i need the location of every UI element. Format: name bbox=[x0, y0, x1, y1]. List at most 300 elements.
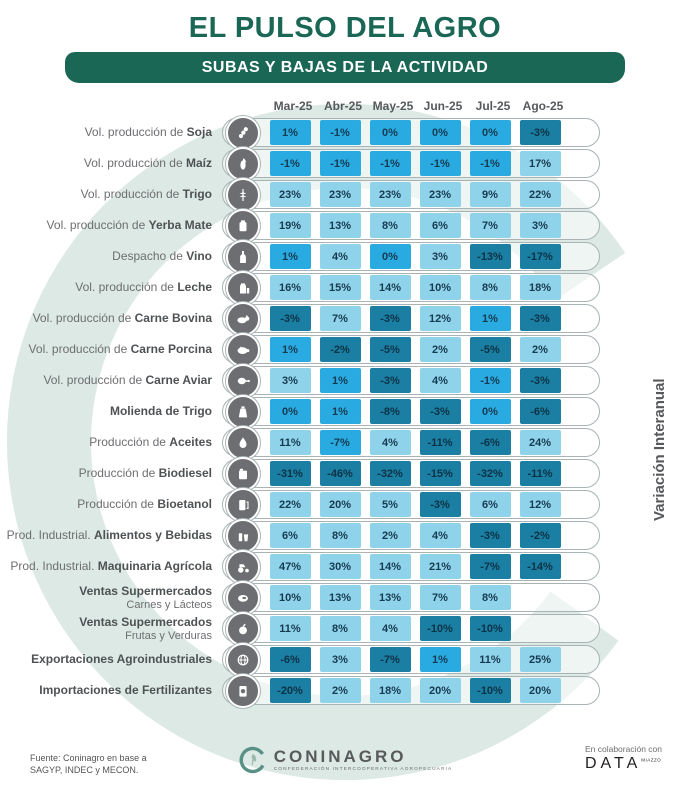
row-label bbox=[0, 496, 212, 513]
value-cell: 19% bbox=[270, 213, 311, 238]
value-cell: -1% bbox=[270, 151, 311, 176]
value-cell: 8% bbox=[320, 616, 361, 641]
value-cell: -2% bbox=[320, 337, 361, 362]
value-cell: 23% bbox=[420, 182, 461, 207]
cell-slot bbox=[265, 368, 315, 393]
cell-slot bbox=[515, 492, 565, 517]
table-row bbox=[0, 675, 690, 706]
cell-slot bbox=[365, 120, 415, 145]
value-cell: 0% bbox=[270, 399, 311, 424]
month-label: Jun-25 bbox=[423, 99, 463, 113]
table-row bbox=[0, 520, 690, 551]
cell-slot bbox=[365, 151, 415, 176]
cell-slot bbox=[265, 430, 315, 455]
row-pill bbox=[222, 614, 600, 643]
cell-slot bbox=[515, 399, 565, 424]
row-pill bbox=[222, 366, 600, 395]
cell-slot bbox=[365, 616, 415, 641]
value-cell: -32% bbox=[370, 461, 411, 486]
row-label-main: Carne Aviar bbox=[145, 373, 212, 388]
cell-slot bbox=[465, 244, 515, 269]
oil-icon bbox=[226, 426, 260, 460]
value-cell: -7% bbox=[470, 554, 511, 579]
value-cell: 7% bbox=[320, 306, 361, 331]
cell-slot bbox=[415, 182, 465, 207]
cell-slot bbox=[465, 554, 515, 579]
row-label bbox=[0, 583, 212, 611]
table-row bbox=[0, 303, 690, 334]
value-cell: -10% bbox=[470, 616, 511, 641]
cell-slot bbox=[315, 461, 365, 486]
value-cell: -1% bbox=[320, 120, 361, 145]
fertilizer-bag-icon bbox=[226, 674, 260, 708]
value-cell: -5% bbox=[370, 337, 411, 362]
value-cell: 3% bbox=[270, 368, 311, 393]
value-cell: 1% bbox=[320, 399, 361, 424]
cell-slot bbox=[415, 585, 465, 610]
value-cell: 1% bbox=[320, 368, 361, 393]
row-label-main: Molienda de Trigo bbox=[109, 404, 212, 419]
value-cell: 17% bbox=[520, 151, 561, 176]
cell-slot bbox=[415, 306, 465, 331]
pig-icon bbox=[226, 333, 260, 367]
row-label bbox=[0, 682, 212, 699]
value-cell: 4% bbox=[420, 368, 461, 393]
cell-slot bbox=[415, 368, 465, 393]
table-row bbox=[0, 210, 690, 241]
row-pill bbox=[222, 149, 600, 178]
value-cell: 4% bbox=[370, 616, 411, 641]
row-label-prefix: Vol. producción de bbox=[32, 311, 135, 326]
coninagro-c-icon bbox=[238, 745, 268, 775]
collaboration-block bbox=[585, 744, 662, 773]
cell-slot bbox=[515, 430, 565, 455]
cell-slot bbox=[465, 585, 515, 610]
coninagro-logo bbox=[238, 745, 453, 775]
cell-slot bbox=[315, 399, 365, 424]
value-cell: 11% bbox=[270, 616, 311, 641]
cell-slot bbox=[415, 151, 465, 176]
cell-slot bbox=[365, 430, 415, 455]
value-cell: -6% bbox=[270, 647, 311, 672]
value-cell: 7% bbox=[420, 585, 461, 610]
cell-slot bbox=[515, 523, 565, 548]
table-row bbox=[0, 272, 690, 303]
rows bbox=[0, 117, 690, 706]
cell-slot bbox=[315, 554, 365, 579]
row-label-sub: Frutas y Verduras bbox=[125, 630, 212, 643]
value-cell: -15% bbox=[420, 461, 461, 486]
cell-slot bbox=[415, 244, 465, 269]
value-cell: 16% bbox=[270, 275, 311, 300]
cell-slot bbox=[465, 492, 515, 517]
value-cell: -1% bbox=[420, 151, 461, 176]
value-cell: 13% bbox=[320, 213, 361, 238]
value-cell: 0% bbox=[370, 120, 411, 145]
y-axis-label: Variación Interanual bbox=[651, 378, 668, 522]
value-cell: 11% bbox=[270, 430, 311, 455]
cell-slot bbox=[365, 275, 415, 300]
row-pill bbox=[222, 304, 600, 333]
value-cell: -10% bbox=[470, 678, 511, 703]
row-label-prefix: Producción de bbox=[89, 435, 170, 450]
value-cell: 20% bbox=[520, 678, 561, 703]
row-label-main: Importaciones de Fertilizantes bbox=[39, 683, 212, 698]
row-label bbox=[0, 279, 212, 296]
value-cell: 23% bbox=[270, 182, 311, 207]
meat-dairy-icon bbox=[226, 581, 260, 615]
value-cell: 6% bbox=[420, 213, 461, 238]
subtitle-banner: SUBAS Y BAJAS DE LA ACTIVIDAD bbox=[65, 52, 625, 83]
value-cell: -11% bbox=[420, 430, 461, 455]
cell-slot bbox=[315, 275, 365, 300]
row-label-prefix: Vol. producción de bbox=[80, 187, 183, 202]
value-cell: 3% bbox=[420, 244, 461, 269]
row-pill bbox=[222, 521, 600, 550]
fuel-pump-icon bbox=[226, 488, 260, 522]
cell-slot bbox=[415, 647, 465, 672]
row-label-prefix: Producción de bbox=[77, 497, 158, 512]
value-cell: -14% bbox=[520, 554, 561, 579]
cell-slot bbox=[265, 182, 315, 207]
row-pill bbox=[222, 490, 600, 519]
value-cell: -3% bbox=[520, 368, 561, 393]
value-cell: 3% bbox=[520, 213, 561, 238]
cell-slot bbox=[365, 244, 415, 269]
cell-slot bbox=[515, 368, 565, 393]
cell-slot bbox=[415, 678, 465, 703]
value-cell: -7% bbox=[320, 430, 361, 455]
row-label-main: Carne Porcina bbox=[130, 342, 212, 357]
value-cell: -3% bbox=[420, 399, 461, 424]
table-row bbox=[0, 179, 690, 210]
value-cell: -1% bbox=[470, 368, 511, 393]
value-cell: -32% bbox=[470, 461, 511, 486]
table-row bbox=[0, 644, 690, 675]
value-cell: -13% bbox=[470, 244, 511, 269]
row-label bbox=[0, 217, 212, 234]
value-cell: 23% bbox=[320, 182, 361, 207]
value-cell: -1% bbox=[370, 151, 411, 176]
cell-slot bbox=[265, 554, 315, 579]
row-label-main: Biodiesel bbox=[158, 466, 212, 481]
row-label-prefix: Vol. producción de bbox=[28, 342, 131, 357]
value-cell: 2% bbox=[420, 337, 461, 362]
row-label bbox=[0, 341, 212, 358]
cell-slot bbox=[365, 213, 415, 238]
cell-slot bbox=[415, 554, 465, 579]
cell-slot bbox=[465, 151, 515, 176]
value-cell: 25% bbox=[520, 647, 561, 672]
milk-icon bbox=[226, 271, 260, 305]
row-label-main: Leche bbox=[177, 280, 212, 295]
row-pill bbox=[222, 676, 600, 705]
cow-icon bbox=[226, 302, 260, 336]
table-row bbox=[0, 241, 690, 272]
cell-slot bbox=[415, 461, 465, 486]
value-cell: 30% bbox=[320, 554, 361, 579]
table-row bbox=[0, 117, 690, 148]
value-cell: -1% bbox=[470, 151, 511, 176]
row-pill bbox=[222, 583, 600, 612]
value-cell: 47% bbox=[270, 554, 311, 579]
value-cell: 24% bbox=[520, 430, 561, 455]
source-note bbox=[30, 752, 190, 777]
footer bbox=[0, 729, 690, 789]
row-label-main: Soja bbox=[186, 125, 212, 140]
value-cell: 12% bbox=[420, 306, 461, 331]
collaboration-label: En colaboración con bbox=[584, 744, 662, 754]
row-label bbox=[0, 372, 212, 389]
row-label-prefix: Vol. producción de bbox=[43, 373, 146, 388]
cell-slot bbox=[415, 213, 465, 238]
month-label: Ago-25 bbox=[522, 99, 564, 113]
value-cell: -3% bbox=[520, 120, 561, 145]
row-label-main: Maquinaria Agrícola bbox=[97, 559, 212, 574]
cell-slot bbox=[365, 523, 415, 548]
cell-slot bbox=[265, 213, 315, 238]
value-cell: -3% bbox=[370, 368, 411, 393]
cell-slot bbox=[365, 337, 415, 362]
data-logo-suffix: MIAZZO bbox=[641, 757, 662, 763]
row-label-prefix: Producción de bbox=[78, 466, 159, 481]
value-cell: 7% bbox=[470, 213, 511, 238]
row-pill bbox=[222, 211, 600, 240]
cell-slot bbox=[465, 120, 515, 145]
cell-slot bbox=[465, 182, 515, 207]
value-cell: 15% bbox=[320, 275, 361, 300]
value-cell: 8% bbox=[470, 585, 511, 610]
row-label bbox=[0, 434, 212, 451]
value-cell: 3% bbox=[320, 647, 361, 672]
row-label-prefix: Despacho de bbox=[112, 249, 187, 264]
value-cell: 1% bbox=[270, 337, 311, 362]
cell-slot bbox=[465, 678, 515, 703]
cell-slot bbox=[315, 492, 365, 517]
row-label-main: Vino bbox=[186, 249, 212, 264]
cell-slot bbox=[465, 461, 515, 486]
month-label: May-25 bbox=[372, 99, 414, 113]
value-cell: 22% bbox=[270, 492, 311, 517]
row-label-prefix: Vol. producción de bbox=[46, 218, 149, 233]
cell-slot bbox=[265, 616, 315, 641]
value-cell: 9% bbox=[470, 182, 511, 207]
value-cell: -7% bbox=[370, 647, 411, 672]
food-beverage-icon bbox=[226, 519, 260, 553]
value-cell: 14% bbox=[370, 554, 411, 579]
value-cell: 6% bbox=[270, 523, 311, 548]
cell-slot bbox=[315, 213, 365, 238]
row-pill bbox=[222, 242, 600, 271]
cell-slot bbox=[315, 306, 365, 331]
cell-slot bbox=[515, 461, 565, 486]
value-cell: 21% bbox=[420, 554, 461, 579]
wine-bottle-icon bbox=[226, 240, 260, 274]
row-label-main: Bioetanol bbox=[157, 497, 212, 512]
yerba-mate-icon bbox=[226, 209, 260, 243]
row-pill bbox=[222, 397, 600, 426]
cell-slot bbox=[465, 213, 515, 238]
value-cell: -2% bbox=[520, 523, 561, 548]
fruit-icon bbox=[226, 612, 260, 646]
cell-slot bbox=[465, 616, 515, 641]
value-cell: 10% bbox=[420, 275, 461, 300]
table-row bbox=[0, 551, 690, 582]
wheat-icon bbox=[226, 178, 260, 212]
cell-slot bbox=[315, 151, 365, 176]
row-label-main: Ventas Supermercados bbox=[79, 584, 212, 599]
value-cell: 13% bbox=[370, 585, 411, 610]
cell-slot bbox=[465, 523, 515, 548]
value-cell: 0% bbox=[420, 120, 461, 145]
value-cell: -6% bbox=[520, 399, 561, 424]
cell-slot bbox=[465, 399, 515, 424]
row-label bbox=[0, 403, 212, 420]
row-pill bbox=[222, 645, 600, 674]
flour-sack-icon bbox=[226, 395, 260, 429]
value-cell: 22% bbox=[520, 182, 561, 207]
row-label bbox=[0, 651, 212, 668]
value-cell: -1% bbox=[320, 151, 361, 176]
cell-slot bbox=[315, 585, 365, 610]
row-label bbox=[0, 465, 212, 482]
cell-slot bbox=[415, 275, 465, 300]
cell-slot bbox=[265, 120, 315, 145]
cell-slot bbox=[415, 399, 465, 424]
table-row bbox=[0, 148, 690, 179]
value-cell: 8% bbox=[370, 213, 411, 238]
value-cell: 1% bbox=[270, 244, 311, 269]
cell-slot bbox=[365, 492, 415, 517]
row-label-prefix: Vol. producción de bbox=[84, 125, 187, 140]
cell-slot bbox=[315, 337, 365, 362]
cell-slot bbox=[315, 678, 365, 703]
cell-slot bbox=[515, 213, 565, 238]
row-pill bbox=[222, 459, 600, 488]
cell-slot bbox=[465, 306, 515, 331]
cell-slot bbox=[315, 120, 365, 145]
soybean-icon bbox=[226, 116, 260, 150]
cell-slot bbox=[465, 275, 515, 300]
cell-slot bbox=[265, 461, 315, 486]
cell-slot bbox=[365, 182, 415, 207]
coninagro-wordmark: CONINAGRO bbox=[273, 747, 407, 766]
value-cell: -17% bbox=[520, 244, 561, 269]
cell-slot bbox=[265, 523, 315, 548]
cell-slot bbox=[265, 585, 315, 610]
value-cell: -3% bbox=[520, 306, 561, 331]
value-cell: 10% bbox=[270, 585, 311, 610]
source-line2: SAGYP, INDEC y MECON. bbox=[30, 765, 139, 776]
month-header-row bbox=[268, 99, 690, 113]
row-label-prefix: Prod. Industrial. bbox=[6, 528, 94, 543]
row-label-main: Alimentos y Bebidas bbox=[93, 528, 212, 543]
cell-slot bbox=[265, 244, 315, 269]
value-cell: 12% bbox=[520, 492, 561, 517]
cell-slot bbox=[515, 647, 565, 672]
cell-slot bbox=[265, 647, 315, 672]
corn-icon bbox=[226, 147, 260, 181]
cell-slot bbox=[265, 306, 315, 331]
cell-slot bbox=[365, 461, 415, 486]
cell-slot bbox=[465, 368, 515, 393]
row-label-main: Yerba Mate bbox=[148, 218, 212, 233]
cell-slot bbox=[515, 244, 565, 269]
cell-slot bbox=[365, 399, 415, 424]
cell-slot bbox=[365, 678, 415, 703]
cell-slot bbox=[465, 337, 515, 362]
value-cell: 20% bbox=[320, 492, 361, 517]
cell-slot bbox=[415, 120, 465, 145]
row-label bbox=[0, 310, 212, 327]
row-label-main: Carne Bovina bbox=[134, 311, 212, 326]
table-row bbox=[0, 458, 690, 489]
cell-slot bbox=[415, 523, 465, 548]
cell-slot bbox=[265, 151, 315, 176]
table-row bbox=[0, 582, 690, 613]
value-cell: -3% bbox=[270, 306, 311, 331]
cell-slot bbox=[515, 554, 565, 579]
value-cell: 1% bbox=[270, 120, 311, 145]
row-label-main: Exportaciones Agroindustriales bbox=[31, 652, 212, 667]
cell-slot bbox=[415, 430, 465, 455]
row-pill bbox=[222, 552, 600, 581]
row-label bbox=[0, 186, 212, 203]
value-cell: 0% bbox=[370, 244, 411, 269]
cell-slot bbox=[265, 678, 315, 703]
cell-slot bbox=[315, 244, 365, 269]
table-row bbox=[0, 365, 690, 396]
row-label-prefix: Vol. producción de bbox=[83, 156, 186, 171]
cell-slot bbox=[515, 182, 565, 207]
month-label: Mar-25 bbox=[273, 99, 313, 113]
cell-slot bbox=[365, 554, 415, 579]
row-label-main: Ventas Supermercados bbox=[79, 615, 212, 630]
value-cell: 2% bbox=[320, 678, 361, 703]
table-row bbox=[0, 396, 690, 427]
row-label bbox=[0, 248, 212, 265]
value-cell: 14% bbox=[370, 275, 411, 300]
row-label bbox=[0, 124, 212, 141]
cell-slot bbox=[365, 647, 415, 672]
value-cell: 5% bbox=[370, 492, 411, 517]
row-label bbox=[0, 527, 212, 544]
cell-slot bbox=[315, 182, 365, 207]
row-pill bbox=[222, 118, 600, 147]
cell-slot bbox=[515, 337, 565, 362]
row-label bbox=[0, 614, 212, 642]
cell-slot bbox=[265, 492, 315, 517]
cell-slot bbox=[315, 430, 365, 455]
cell-slot bbox=[365, 368, 415, 393]
value-cell: -11% bbox=[520, 461, 561, 486]
value-cell: -8% bbox=[370, 399, 411, 424]
value-cell: 18% bbox=[370, 678, 411, 703]
cell-slot bbox=[315, 616, 365, 641]
cell-slot bbox=[465, 647, 515, 672]
cell-slot bbox=[415, 337, 465, 362]
cell-slot bbox=[315, 368, 365, 393]
coninagro-tagline: CONFEDERACIÓN INTERCOOPERATIVA AGROPECUARIA bbox=[273, 767, 453, 772]
value-cell: 20% bbox=[420, 678, 461, 703]
row-label bbox=[0, 558, 212, 575]
value-cell: 2% bbox=[520, 337, 561, 362]
cell-slot bbox=[365, 306, 415, 331]
cell-slot bbox=[465, 430, 515, 455]
row-label-sub: Carnes y Lácteos bbox=[126, 599, 212, 612]
cell-slot bbox=[415, 492, 465, 517]
row-label-main: Maíz bbox=[185, 156, 212, 171]
